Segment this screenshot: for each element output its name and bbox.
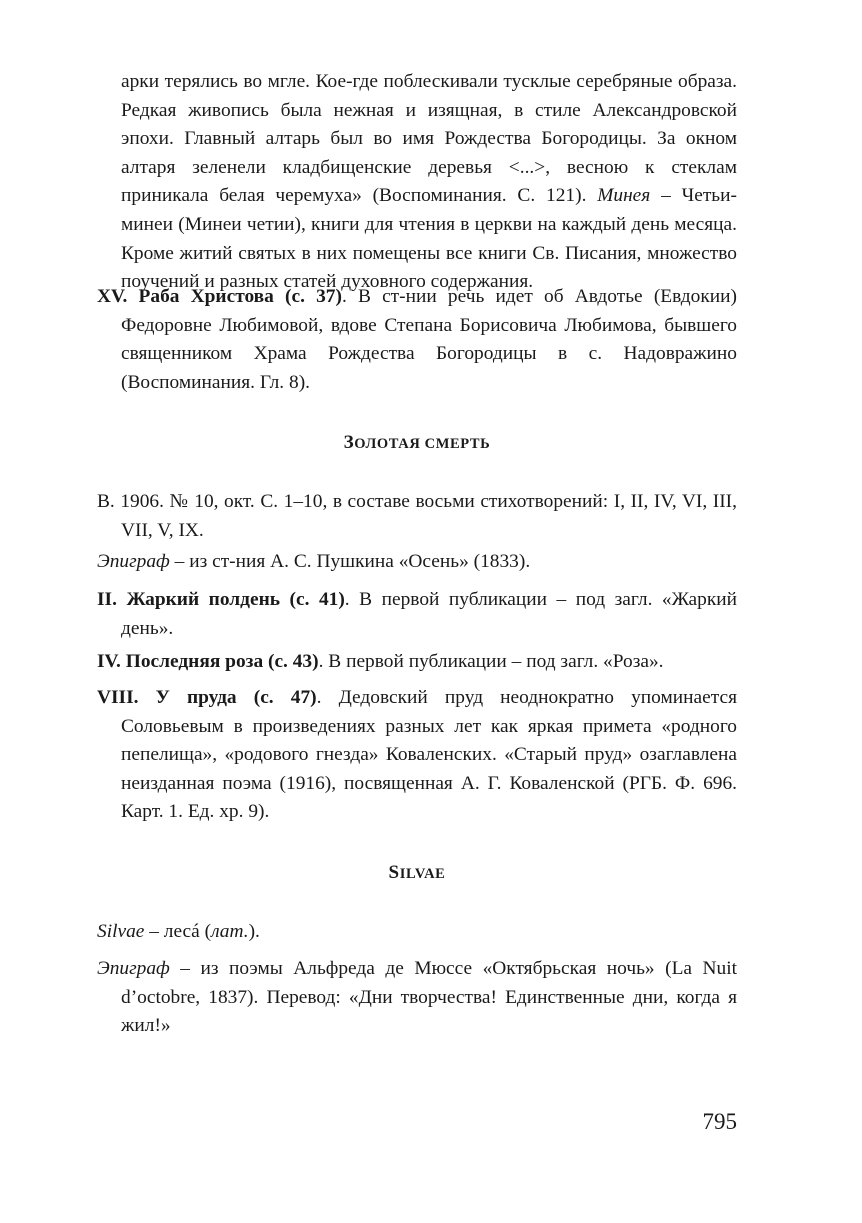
heading-initial: З <box>343 432 355 453</box>
entry-iv <box>97 648 737 677</box>
epigraph-note-1 <box>97 548 737 577</box>
entry-xv-title: XV. Раба Христова (с. 37) <box>97 286 342 307</box>
continuation-paragraph <box>97 68 737 297</box>
epigraph-text: – из поэмы Альфреда де Мюссе «Октябрьская ночь» (La Nuit d’octobre, 1837). Перевод: «Дни творчества! Единственные дни, когда я жил!» <box>121 958 737 1037</box>
epigraph-label: Эпиграф <box>97 551 170 572</box>
definition-end: ). <box>248 921 260 942</box>
source-text: В. 1906. № 10, окт. С. 1–10, в составе восьми стихотворений: I, II, IV, VI, III, VII, V, IX. <box>97 491 737 541</box>
entry-iv-text: . В первой публикации – под загл. «Роза». <box>318 651 664 672</box>
entry-ii <box>97 586 737 643</box>
entry-viii <box>97 684 737 827</box>
heading-rest: ОЛОТАЯ СМЕРТЬ <box>354 436 491 452</box>
continuation-text: арки терялись во мгле. Кое-где поблескивали тусклые серебряные образа. Редкая живопись была нежная и изящная, в стиле Александровской эпохи. Главный алтарь был во имя Рождества Богородицы. За окном алтаря зеленели кладбищенские деревья <...>, весною к стеклам приникала белая черемуха» (Воспоминания. С. 121). <box>121 71 737 207</box>
heading-rest: ILVAE <box>399 866 446 882</box>
source-note <box>97 488 737 545</box>
section-heading-silvae <box>97 859 737 889</box>
commentary-continuation <box>97 68 737 297</box>
entry-xv <box>97 283 737 397</box>
silvae-term: Silvae <box>97 921 145 942</box>
entry-ii-text: . В первой публикации – под загл. «Жаркий день». <box>121 589 737 639</box>
section-heading-golden-death <box>97 429 737 459</box>
page-number: 795 <box>702 1109 737 1134</box>
silvae-definition <box>97 918 737 947</box>
entry-iv-title: IV. Последняя роза (с. 43) <box>97 651 319 672</box>
continuation-text-end: – Четьи-минеи (Минеи четии), книги для чтения в церкви на каждый день месяца. Кроме житий святых в них помещены все книги Св. Писания, множество поучений и разных статей духовного содержания. <box>121 185 737 293</box>
entry-viii-title: VIII. У пруда (с. 47) <box>97 687 317 708</box>
entry-viii-text: . Дедовский пруд неоднократно упоминается Соловьевым в произведениях разных лет как яркая примета «родного пепелища», «родового гнезда» Коваленских. «Старый пруд» озаглавлена неизданная поэма (1916), посвященная А. Г. Коваленской (РГБ. Ф. 696. Карт. 1. Ед. хр. 9). <box>121 687 737 823</box>
entry-ii-title: II. Жаркий полдень (с. 41) <box>97 589 345 610</box>
entry-xv-text: . В ст-нии речь идет об Авдотье (Евдокии) Федоровне Любимовой, вдове Степана Борисовича Любимова, бывшего священником Храма Рождества Богородицы в с. Надовражино (Воспоминания. Гл. 8). <box>121 286 737 393</box>
heading-initial: S <box>388 862 400 883</box>
language-abbr: лат. <box>211 921 249 942</box>
term-minea: Минея <box>597 185 651 207</box>
epigraph-label: Эпиграф <box>97 958 170 979</box>
definition-text: – лесá ( <box>144 921 212 942</box>
epigraph-note-2 <box>97 955 737 1041</box>
epigraph-text: – из ст-ния А. С. Пушкина «Осень» (1833). <box>169 551 531 572</box>
